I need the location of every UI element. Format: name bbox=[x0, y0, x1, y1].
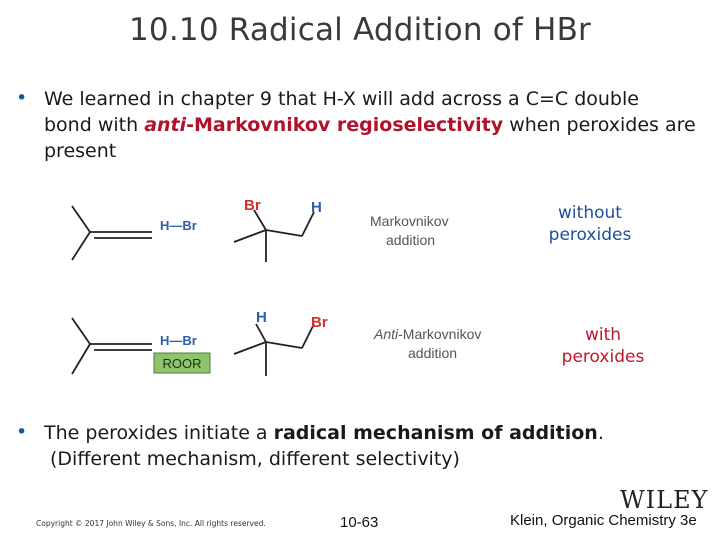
markovnikov-product bbox=[234, 210, 314, 262]
condition-with-line1: with bbox=[584, 325, 622, 345]
anti-label-rest: -Markovnikov bbox=[398, 326, 482, 342]
copyright-notice: Copyright © 2017 John Wiley & Sons, Inc. All rights reserved. bbox=[36, 519, 266, 528]
bullet-1-line-3: present bbox=[44, 140, 117, 162]
anti-markovnikov-label-line2: addition bbox=[408, 345, 458, 361]
condition-without-line1: without bbox=[558, 203, 622, 223]
bullet-1-line-2 bbox=[44, 112, 704, 138]
bullet-1-prefix: bond with bbox=[44, 114, 145, 136]
hbr-reagent-row2: H—Br bbox=[160, 333, 197, 348]
bullet-1-line-1: We learned in chapter 9 that H-X will add across a C=C double bbox=[44, 88, 639, 110]
anti-markovnikov-product bbox=[234, 324, 314, 376]
hbr-reagent-row1: H—Br bbox=[160, 218, 197, 233]
bullet-2-prefix: The peroxides initiate a bbox=[44, 422, 274, 444]
bullet-1-suffix: when peroxides are bbox=[503, 114, 696, 136]
emphasis-anti: anti bbox=[144, 114, 187, 136]
condition-without-peroxides bbox=[540, 202, 640, 246]
markovnikov-label-line1: Markovnikov bbox=[370, 213, 449, 229]
condition-with-peroxides bbox=[553, 324, 653, 368]
bullet-2-line-1 bbox=[44, 420, 704, 446]
wiley-logo: WILEY bbox=[620, 486, 709, 514]
alkene-structure-row2 bbox=[72, 318, 152, 374]
bullet-2-line-2: (Different mechanism, different selectivity) bbox=[50, 448, 460, 470]
condition-without-line2: peroxides bbox=[548, 225, 632, 245]
product-br-atom-row1: Br bbox=[244, 197, 261, 214]
bullet-icon: • bbox=[16, 421, 28, 443]
slide-title: 10.10 Radical Addition of HBr bbox=[129, 12, 591, 48]
condition-with-line2: peroxides bbox=[561, 347, 645, 367]
bullet-1 bbox=[44, 86, 704, 164]
product-h-atom-row1: H bbox=[311, 199, 322, 216]
emphasis-rest: -Markovnikov regioselectivity bbox=[186, 114, 504, 136]
alkene-structure-row1 bbox=[72, 206, 152, 260]
product-h-atom-row2: H bbox=[256, 309, 267, 326]
roor-label: ROOR bbox=[162, 356, 202, 371]
bullet-2-suffix: . bbox=[597, 422, 604, 444]
anti-label-italic: Anti bbox=[374, 326, 399, 342]
emphasis-radical-mechanism: radical mechanism of addition bbox=[273, 422, 598, 444]
anti-markovnikov-label-line1 bbox=[373, 326, 481, 342]
emphasis-regioselectivity bbox=[144, 114, 503, 136]
markovnikov-label-line2: addition bbox=[386, 232, 436, 248]
book-citation: Klein, Organic Chemistry 3e bbox=[510, 512, 697, 529]
bullet-icon: • bbox=[16, 87, 28, 109]
bullet-2 bbox=[44, 420, 704, 472]
product-br-atom-row2: Br bbox=[311, 314, 328, 331]
page-number: 10-63 bbox=[340, 514, 379, 531]
